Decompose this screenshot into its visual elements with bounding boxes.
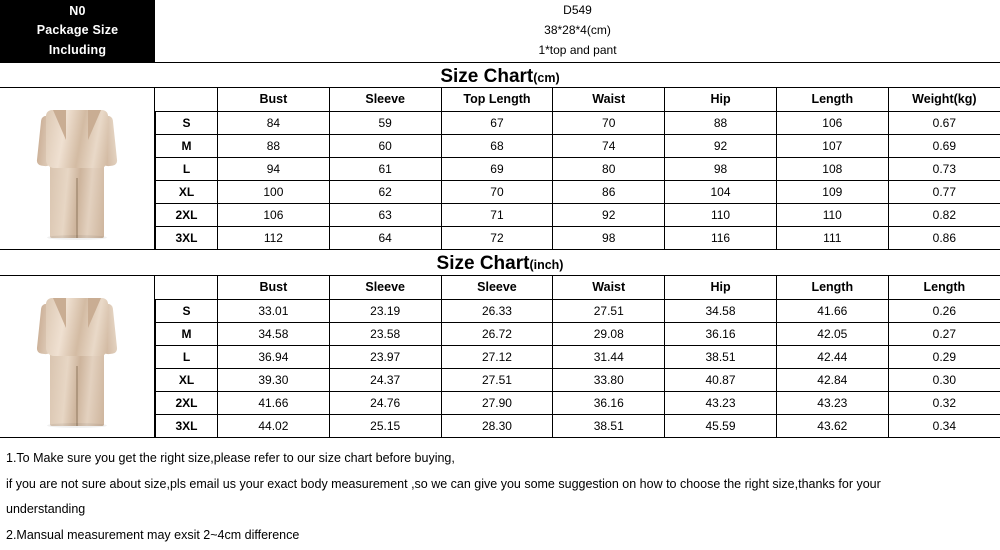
size-table-cm-cell: 64 [329, 226, 441, 249]
size-table-inch-cell: 26.33 [441, 299, 553, 322]
size-table-inch-row [156, 414, 1000, 437]
size-table-cm-column-header: Waist [553, 88, 665, 111]
size-table-inch-row [156, 368, 1000, 391]
size-table-cm-row [156, 134, 1000, 157]
size-table-inch-column-header: Sleeve [441, 276, 553, 299]
garment-collar-left-icon [53, 110, 66, 140]
size-table-inch-cell: 23.19 [329, 299, 441, 322]
size-table-inch-cell: 0.26 [888, 299, 1000, 322]
size-table-cm-cell: 112 [218, 226, 330, 249]
size-chart-cm-section [0, 88, 1000, 250]
size-table-cm-cell: 80 [553, 157, 665, 180]
size-table-cm-cell: 108 [776, 157, 888, 180]
size-table-inch-cell: 43.23 [665, 391, 777, 414]
note-line: 1.To Make sure you get the right size,please refer to our size chart before buying, [6, 451, 455, 465]
size-table-inch-cell: 45.59 [665, 414, 777, 437]
garment-collar-right-icon [88, 110, 101, 140]
size-table-cm-size-label: 3XL [156, 226, 218, 249]
size-table-cm-cell: 88 [218, 134, 330, 157]
size-table-cm-cell: 0.67 [888, 111, 1000, 134]
size-table-cm-cell: 67 [441, 111, 553, 134]
size-table-inch-cell: 28.30 [441, 414, 553, 437]
size-table-inch-row [156, 322, 1000, 345]
size-chart-inch-section [0, 276, 1000, 438]
size-table-inch-cell: 0.27 [888, 322, 1000, 345]
size-table-inch-cell: 27.51 [553, 299, 665, 322]
package-header-values [155, 0, 1000, 62]
size-table-inch-cell: 23.58 [329, 322, 441, 345]
size-table-inch-row [156, 391, 1000, 414]
size-table-inch-cell: 34.58 [218, 322, 330, 345]
size-table-inch-cell: 25.15 [329, 414, 441, 437]
size-table-inch-cell: 34.58 [665, 299, 777, 322]
size-table-inch-cell: 36.94 [218, 345, 330, 368]
size-table-inch-cell: 33.01 [218, 299, 330, 322]
garment-illustration-icon [31, 288, 123, 426]
size-table-inch-row [156, 345, 1000, 368]
package-header [0, 0, 1000, 62]
size-table-inch-cell: 42.44 [776, 345, 888, 368]
package-label-size: Package Size [36, 23, 119, 38]
size-notes [0, 438, 1000, 549]
size-table-cm-cell: 116 [665, 226, 777, 249]
size-table-cm-row [156, 203, 1000, 226]
size-table-inch-size-label: L [156, 345, 218, 368]
size-table-cm-cell: 111 [776, 226, 888, 249]
size-table-cm-header-row [156, 88, 1000, 111]
garment-shadow-icon [47, 423, 107, 428]
size-table-cm-cell: 98 [553, 226, 665, 249]
size-table-cm-size-label: M [156, 134, 218, 157]
size-table-cm-cell: 59 [329, 111, 441, 134]
size-table-cm-row [156, 180, 1000, 203]
size-table-cm-cell: 63 [329, 203, 441, 226]
size-table-inch-cell: 36.16 [665, 322, 777, 345]
size-table-cm-cell: 0.82 [888, 203, 1000, 226]
size-table-inch-cell: 0.30 [888, 368, 1000, 391]
size-table-inch-cell: 27.12 [441, 345, 553, 368]
size-table-inch-cell: 42.05 [776, 322, 888, 345]
size-table-cm-cell: 86 [553, 180, 665, 203]
size-chart-cm-title-text: Size Chart [440, 66, 534, 87]
size-table-inch-column-header [156, 276, 218, 299]
size-table-inch-cell: 23.97 [329, 345, 441, 368]
size-table-cm-size-label: 2XL [156, 203, 218, 226]
size-table-cm-cell: 60 [329, 134, 441, 157]
size-table-cm-cell: 74 [553, 134, 665, 157]
package-label-no: N0 [69, 3, 86, 18]
size-table-inch-cell: 24.76 [329, 391, 441, 414]
size-table-cm-cell: 92 [665, 134, 777, 157]
note-line: if you are not sure about size,pls email us your exact body measurement ,so we can give you some suggestion on how to choose the right size,thanks for your [6, 476, 881, 491]
size-table-cm-wrap [155, 88, 1000, 249]
size-table-cm-cell: 100 [218, 180, 330, 203]
size-table-inch-cell: 0.34 [888, 414, 1000, 437]
garment-illustration-icon [31, 100, 123, 238]
size-table-inch-cell: 38.51 [553, 414, 665, 437]
size-table-inch-column-header: Hip [665, 276, 777, 299]
size-table-inch-cell: 36.16 [553, 391, 665, 414]
size-table-cm-column-header [156, 88, 218, 111]
size-table-inch-cell: 27.51 [441, 368, 553, 391]
size-table-inch-column-header: Bust [218, 276, 330, 299]
size-table-cm-cell: 71 [441, 203, 553, 226]
size-table-inch-cell: 41.66 [218, 391, 330, 414]
size-table-inch-cell: 24.37 [329, 368, 441, 391]
package-label-including: Including [48, 42, 107, 57]
size-table-inch-size-label: M [156, 322, 218, 345]
size-table-cm-cell: 88 [665, 111, 777, 134]
size-table-cm-row [156, 226, 1000, 249]
size-table-cm-cell: 98 [665, 157, 777, 180]
note-line: 2.Mansual measurement may exsit 2~4cm difference [6, 527, 300, 542]
size-table-cm-column-header: Bust [218, 88, 330, 111]
size-table-inch-cell: 29.08 [553, 322, 665, 345]
size-table-cm-cell: 109 [776, 180, 888, 203]
size-table-cm-cell: 110 [665, 203, 777, 226]
size-table-cm-column-header: Top Length [441, 88, 553, 111]
package-value-including: 1*top and pant [538, 42, 617, 57]
size-table-cm-column-header: Hip [665, 88, 777, 111]
size-table-cm-cell: 69 [441, 157, 553, 180]
size-table-cm-cell: 0.77 [888, 180, 1000, 203]
size-table-cm-column-header: Sleeve [329, 88, 441, 111]
size-table-inch-size-label: XL [156, 368, 218, 391]
size-table-inch-cell: 33.80 [553, 368, 665, 391]
size-table-inch-cell: 43.23 [776, 391, 888, 414]
size-table-cm-column-header: Length [776, 88, 888, 111]
size-table-cm-cell: 72 [441, 226, 553, 249]
size-table-cm-cell: 70 [553, 111, 665, 134]
size-table-cm-cell: 107 [776, 134, 888, 157]
size-table-cm-cell: 0.73 [888, 157, 1000, 180]
size-table-cm [155, 88, 1000, 249]
size-table-cm-row [156, 111, 1000, 134]
size-chart-inch-unit: (inch) [529, 258, 564, 272]
size-table-inch-wrap [155, 276, 1000, 437]
size-table-cm-column-header: Weight(kg) [888, 88, 1000, 111]
size-table-inch-row [156, 299, 1000, 322]
size-table-cm-size-label: L [156, 157, 218, 180]
size-table-cm-row [156, 157, 1000, 180]
size-table-inch-column-header: Length [776, 276, 888, 299]
size-table-cm-cell: 62 [329, 180, 441, 203]
size-table-inch-cell: 38.51 [665, 345, 777, 368]
garment-collar-right-icon [88, 298, 101, 328]
size-table-inch-cell: 40.87 [665, 368, 777, 391]
size-chart-inch-title [0, 250, 1000, 276]
package-value-size: 38*28*4(cm) [544, 23, 611, 38]
size-table-cm-cell: 0.86 [888, 226, 1000, 249]
size-table-inch-header-row [156, 276, 1000, 299]
size-table-inch-size-label: 3XL [156, 414, 218, 437]
size-table-inch-cell: 43.62 [776, 414, 888, 437]
size-table-cm-cell: 94 [218, 157, 330, 180]
size-table-cm-cell: 92 [553, 203, 665, 226]
size-table-inch-cell: 31.44 [553, 345, 665, 368]
size-table-cm-size-label: XL [156, 180, 218, 203]
size-table-inch-cell: 27.90 [441, 391, 553, 414]
size-table-cm-cell: 70 [441, 180, 553, 203]
size-table-inch-column-header: Sleeve [329, 276, 441, 299]
product-image-cm [0, 88, 155, 249]
note-line: understanding [6, 502, 86, 517]
size-table-inch-cell: 26.72 [441, 322, 553, 345]
product-image-inch [0, 276, 155, 437]
size-table-cm-cell: 68 [441, 134, 553, 157]
size-chart-cm-title [0, 62, 1000, 88]
size-table-cm-cell: 110 [776, 203, 888, 226]
package-header-labels [0, 0, 155, 62]
garment-shadow-icon [47, 235, 107, 240]
size-table-inch-cell: 0.29 [888, 345, 1000, 368]
garment-collar-left-icon [53, 298, 66, 328]
size-table-inch-cell: 39.30 [218, 368, 330, 391]
size-table-inch-size-label: S [156, 299, 218, 322]
package-value-no: D549 [563, 3, 592, 18]
size-table-cm-cell: 61 [329, 157, 441, 180]
size-table-inch-cell: 0.32 [888, 391, 1000, 414]
size-table-inch [155, 276, 1000, 437]
size-table-inch-column-header: Length [888, 276, 1000, 299]
size-table-inch-cell: 44.02 [218, 414, 330, 437]
size-table-inch-cell: 42.84 [776, 368, 888, 391]
size-table-inch-cell: 41.66 [776, 299, 888, 322]
size-table-cm-cell: 104 [665, 180, 777, 203]
size-table-cm-cell: 84 [218, 111, 330, 134]
size-table-cm-cell: 106 [218, 203, 330, 226]
size-chart-cm-unit: (cm) [533, 71, 560, 85]
size-table-inch-column-header: Waist [553, 276, 665, 299]
size-table-cm-size-label: S [156, 111, 218, 134]
size-table-cm-cell: 106 [776, 111, 888, 134]
size-table-cm-cell: 0.69 [888, 134, 1000, 157]
size-chart-inch-title-text: Size Chart [436, 253, 530, 274]
size-table-inch-size-label: 2XL [156, 391, 218, 414]
